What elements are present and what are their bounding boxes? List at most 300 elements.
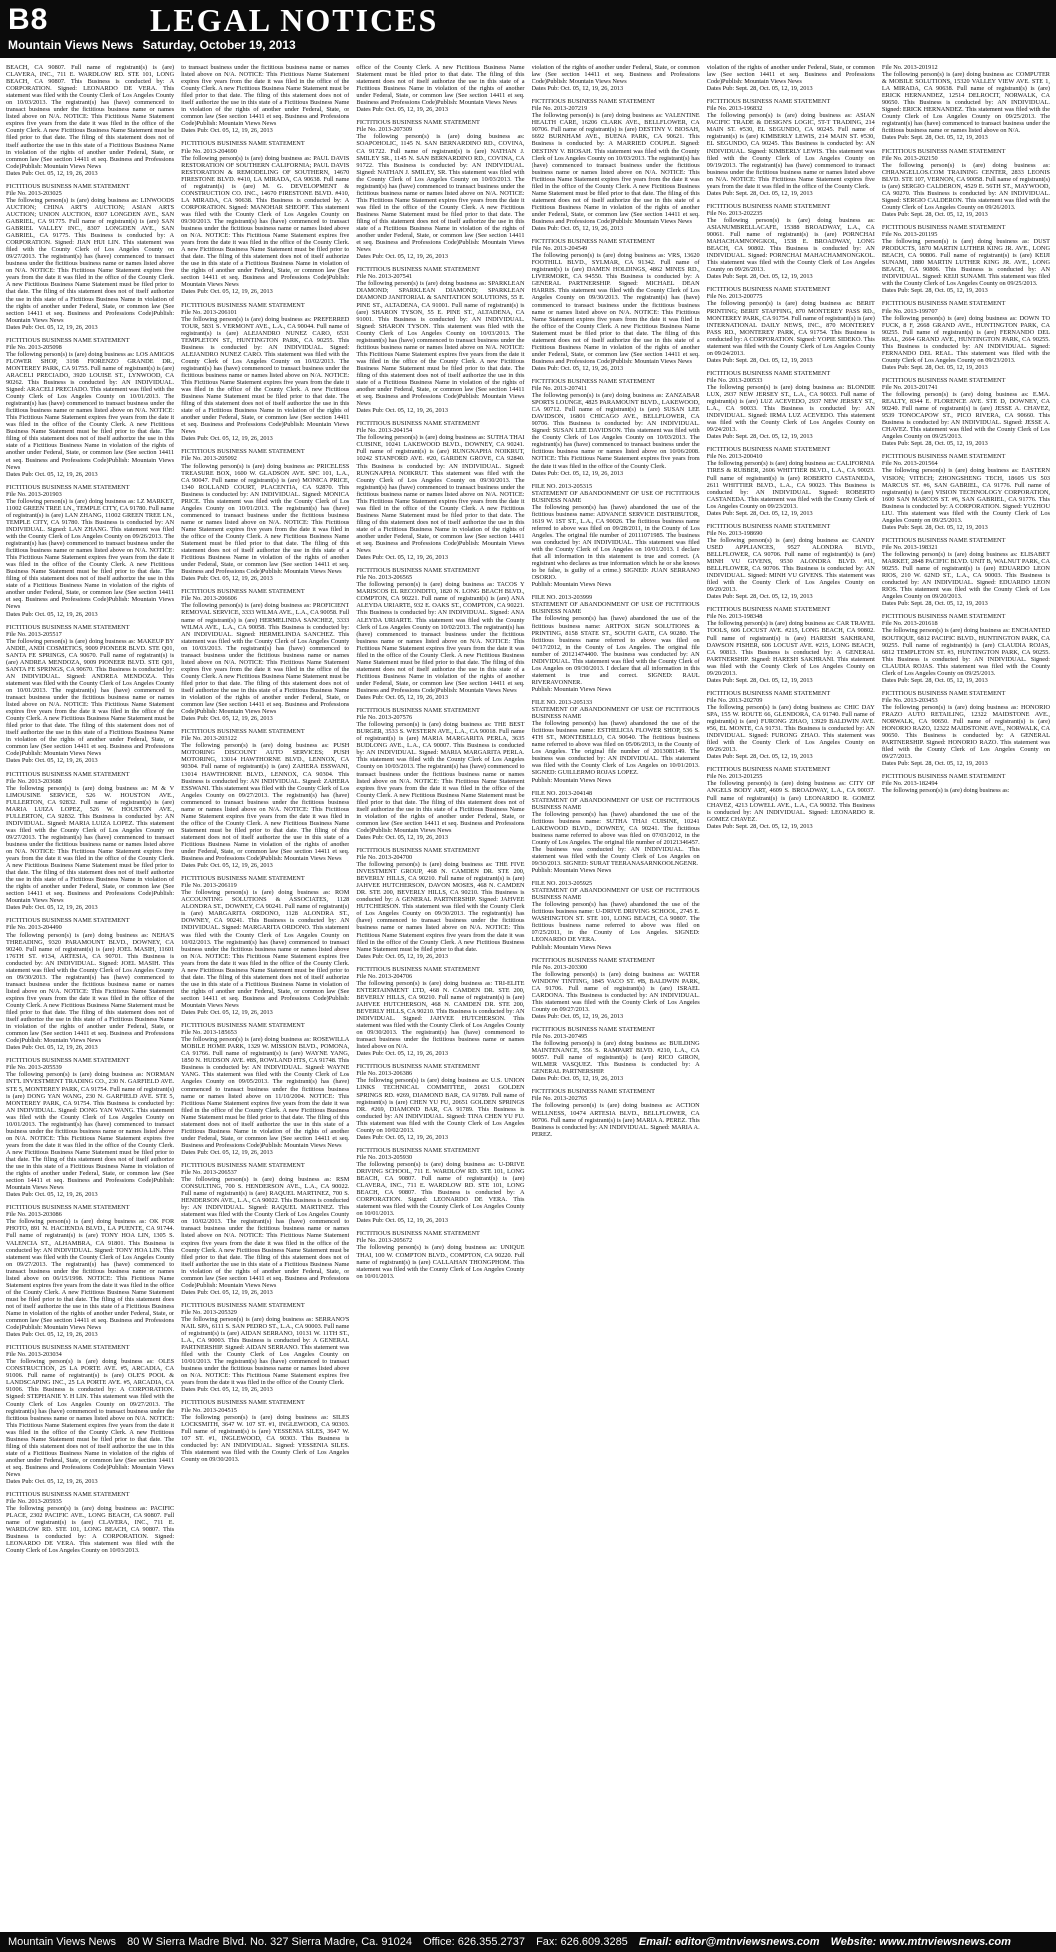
legal-notice (707, 766, 875, 829)
notice-body: The following person(s) has (have) abandoned the use of the fictitious business name: SUTHA THAI CUISINE, 10241 LAKEWOOD BLVD., DOWNEY, CA 90241. The fictitious business name referred to above was filed on 07/03/2012, in the County of Los Angeles. The original file number of 20121346457. The business was conducted by: AN INDIVIDUAL. This statement was filed with the County Clerk of Los Angeles on 09/30/2013. SIGNED: SURAT TEERANASARNKOOLNGENR. (531, 810, 700, 868)
legal-notice (356, 966, 524, 1058)
notice-title: FICTITIOUS BUSINESS NAME STATEMENT (6, 1204, 130, 1212)
legal-notice (181, 140, 349, 295)
notice-title: FICTITIOUS BUSINESS NAME STATEMENT (881, 613, 1006, 621)
notice-file-number: File No. 2013-185653 (181, 1029, 237, 1037)
notice-body: The following person(s) is (are) doing business as: BERIT PRINTING; BERIT STAFFING, 870 MONTEREY PASS RD., MONTEREY PARK, CA 91754. Full name of registrant(s) is (are) INTERNATIONAL DAILY NEWS, INC., 870 MONTEREY PASS RD., MONTEREY PARK, CA 91754. This Business is conducted by: A CORPORATION. Signed: YOPIE SIDEKO. This statement was filed with the County Clerk of Los Angeles County on 09/24/2013. (706, 300, 875, 357)
notice-file-number: File No. 2013-201903 (6, 490, 62, 498)
notice-body: The following person(s) is (are) doing business as: CHIC DAY SPA, 155 W. ROUTE 66, GLENDORA, CA 91740. Full name of registrant(s) is (are) FURONG ZHAO, 13929 BALDWIN AVE. #56, EL MONTE, CA 91731. This Business is conducted by: AN INDIVIDUAL. Signed: FURONG ZHAO. This statement was filed with the County Clerk of Los Angeles County on 09/26/2013. (706, 703, 875, 754)
notice-body: violation of the rights of another under Federal, State, or common law (See section 14411 et seq. Business and Professions Code)Publish: Mountain Views News (531, 64, 700, 86)
notice-file-number: File No. 2013-206537 (181, 1169, 237, 1177)
notice-title: FICTITIOUS BUSINESS NAME STATEMENT (531, 377, 656, 385)
legal-notice (532, 1026, 700, 1082)
notice-file-number: File No. 2013-200410 (706, 453, 763, 461)
notice-file-number: File No. 2013-196832 (706, 105, 763, 113)
notice-title: FICTITIOUS BUSINESS NAME STATEMENT (881, 536, 1006, 544)
legal-notice (356, 847, 524, 960)
issue-date: Saturday, October 19, 2013 (142, 38, 296, 52)
notice-publish-dates: Dates Pub: Oct. 05, 12, 19, 26, 2013 (181, 127, 273, 135)
notice-file-number: File No. 2013-203034 (6, 1351, 62, 1359)
notice-publish-dates: Publish: Mountain Views News (531, 776, 612, 784)
notice-column (181, 64, 349, 1926)
dateline (8, 38, 302, 52)
notice-title: FICTITIOUS BUSINESS NAME STATEMENT (531, 1088, 656, 1096)
notice-body: The following person(s) is (are) doing business as: SPARKLEAN DIAMOND; SPARKLEAN DIAMOND; SPARKLEAN DIAMOND JANITORIAL & SANITATION SOLUTIONS, 55 E. PINE ST., ALTADENA, CA 91001. Full name of registrant(s) is (are) SHARON TYSON, 55 E. PINE ST., ALTADENA, CA 91001. This Business is conducted by: AN INDIVIDUAL. Signed: SHARON TYSON. This statement was filed with the County Clerk of Los Angeles County on 10/03/2013. The registrant(s) has (have) commenced to transact business under the fictitious business name or names listed above on N/A. NOTICE: This Fictitious Name Statement expires five years from the date it was filed in the office of the County Clerk. A new Fictitious Business Name Statement must be filed prior to that date. The filing of this statement does not of itself authorize the use in this state of a Fictitious Business Name in violation of the rights of another under Federal, State, or common law (See section 14411 et seq. Business and Professions Code)Publish: Mountain Views News (356, 280, 525, 408)
legal-notice (707, 64, 875, 92)
legal-notice (707, 286, 875, 364)
notice-file-number: File No. 2013-198321 (881, 543, 938, 551)
notice-body: violation of the rights of another under Federal, State, or common law (See section 14411 et seq. Business and Professions Code)Publish: Mountain Views News (706, 64, 875, 86)
notice-title: FICTITIOUS BUSINESS NAME STATEMENT (356, 420, 480, 428)
notice-body: The following person(s) is (are) doing business as: OK FOR PHOTO, 891 N. HACIENDA BLVD., LA PUENTE, CA 91744. Full name of registrant(s) is (are) TONY HOA LIN, 1305 S. VALENCIA ST., ALHAMBRA, CA 91801. This Business is conducted by: AN INDIVIDUAL. Signed: TONY HOA LIN. This statement was filed with the County Clerk of Los Angeles County on 09/27/2013. The registrant(s) has (have) commenced to transact business under the fictitious business name or names listed above on 06/15/1998. NOTICE: This Fictitious Name Statement expires five years from the date it was filed in the office of the County Clerk. A new Fictitious Business Name Statement must be filed prior to that date. The filing of this statement does not of itself authorize the use in this state of a Fictitious Business Name in violation of the rights of another under Federal, State, or common law (See section 14411 et seq. Business and Professions Code)Publish: Mountain Views News (6, 1218, 175, 1332)
notice-file-number: File No. 2013-205539 (6, 1064, 62, 1072)
paper-name: Mountain Views News (8, 38, 134, 52)
notice-body: The following person(s) is (are) doing business as: U.S. UNION LINKS TECHNICAL COMMITTEE, 20651 GOLDEN SPRINGS RD. #269, DIAMOND BAR, CA 91789. Full name of registrant(s) is (are) CHEN YU FU, 20651 GOLDEN SPRINGS DR. #269, DIAMOND BAR, CA 91789. This Business is conducted by: AN INDIVIDUAL. Signed: TINA CHEN YU FU. This statement was filed with the County Clerk of Los Angeles County on 10/02/2013. (356, 1077, 525, 1134)
legal-notice (532, 483, 700, 589)
notice-title: FICTITIOUS BUSINESS NAME STATEMENT (6, 1057, 130, 1065)
legal-notice (882, 613, 1050, 683)
notice-body: The following person(s) is (are) doing business as: SOAPOHOLIC, 1145 N. SAN BERNARDINO RD., COVINA, CA 91722. Full name of registrant(s) is (are) NATHAN J. SMILEY SR., 1145 N. SAN BERNARDINO RD., COVINA, CA 91722. This Business is conducted by: AN INDIVIDUAL. Signed: NATHAN J. SMILEY, SR. This statement was filed with the County Clerk of Los Angeles County on 10/03/2013. The registrant(s) has (have) commenced to transact business under the fictitious business name or names listed above on N/A. NOTICE: This Fictitious Name Statement expires five years from the date it was filed in the office of the County Clerk. A new Fictitious Business Name Statement must be filed prior to that date. The filing of this statement does not of itself authorize the use in this state of a Fictitious Business Name in violation of the rights of another under Federal, State, or common law (See section 14411 et seq. Business and Professions Code)Publish: Mountain Views News (356, 133, 525, 254)
notice-publish-dates: Dates Pub: Oct. 05, 12, 19, 26, 2013 (356, 694, 448, 702)
notice-publish-dates: Dates Pub: Oct. 05, 12, 19, 26, 2013 (356, 106, 448, 114)
legal-notice (882, 377, 1050, 447)
notice-publish-dates: Dates Pub: Oct. 05, 12, 19, 26, 2013 (6, 1331, 98, 1339)
notice-publish-dates: Dates Pub: Sept. 28, Oct. 05, 12, 19, 2013 (706, 273, 813, 281)
legal-notice (707, 446, 875, 516)
legal-notice (882, 773, 1050, 794)
notice-title: FICTITIOUS BUSINESS NAME STATEMENT (181, 1022, 305, 1030)
notice-file-number: File No. 2013-198348 (706, 613, 763, 621)
notice-publish-dates: Dates Pub: Oct. 05, 12, 19, 26, 2013 (6, 169, 98, 177)
notice-file-number: File No. 2013-201618 (881, 620, 938, 628)
legal-notice (707, 523, 875, 601)
footer-fax: Fax: 626.609.3285 (536, 1936, 628, 1948)
footer-address: 80 W Sierra Madre Blvd. No. 327 Sierra Madre, Ca. 91024 (127, 1936, 412, 1948)
notice-body: The following person(s) is (are) doing business as: PACIFIC PLACE, 2302 PACIFIC AVE., LONG BEACH, CA 90807. Full name of registrant(s) is (are) CLAVERA, INC., 711 E. WARDLOW RD. STE 101, LONG BEACH, CA 90807. This Business is conducted by: A CORPORATION. Signed: LEONARDO DE VERA. This statement was filed with the County Clerk of Los Angeles County on 10/03/2013. (6, 1505, 175, 1555)
notices-columns (6, 64, 1050, 1926)
notice-file-number: File No. 2013-206101 (181, 308, 237, 316)
notice-title: FICTITIOUS BUSINESS NAME STATEMENT (181, 728, 305, 736)
notice-title: FICTITIOUS BUSINESS NAME STATEMENT (531, 956, 656, 964)
notice-file-number: File No. 2013-203453 (881, 696, 938, 704)
notice-body: The following person(s) is (are) doing business as: THE FIVE INVESTMENT GROUP, 468 N. CAMDEN DR. STE 200, BEVERLY HILLS, CA 90210. Full name of registrant(s) is (are) JAHVEE HUTCHERSON, DAVON MOSES, 468 N. CAMDEN DR. STE 200, BEVERLY HILLS, CA 90210. This Business is conducted by: A GENERAL PARTNERSHIP. Signed: JAHVEE HUTCHERSON. This statement was filed with the County Clerk of Los Angeles County on 09/30/2013. The registrant(s) has (have) commenced to transact business under the fictitious business name or names listed above on N/A. NOTICE: This Fictitious Name Statement expires five years from the date it was filed in the office of the County Clerk. A new Fictitious Business Name Statement must be filed prior to that date. (356, 861, 525, 953)
notice-file-number: STATEMENT OF ABANDONMENT OF USE OF FICTITIOUS BUSINESS NAME (531, 489, 700, 504)
notice-file-number: File No. 2013-202709 (706, 696, 763, 704)
legal-notice (882, 300, 1050, 370)
notice-column (532, 64, 700, 1926)
notice-publish-dates: Publish: Mountain Views News (531, 943, 612, 951)
notice-title: FICTITIOUS BUSINESS NAME STATEMENT (706, 766, 831, 774)
footer-website: Website: www.mtnviewsnews.com (830, 1936, 1011, 1948)
notice-title: FICTITIOUS BUSINESS NAME STATEMENT (706, 446, 831, 454)
page-number: B8 (8, 3, 49, 36)
legal-notice (532, 957, 700, 1020)
notice-publish-dates: Dates Pub: Sept. 28, Oct. 05, 12, 19, 2013 (706, 676, 813, 684)
notice-file-number: File No. 2013-201564 (881, 460, 938, 468)
notice-body: The following person(s) is (are) doing business as: COMPUTER & MOBILE SOLUTIONS, 15320 VALLEY VIEW AVE. STE 1, LA MIRADA, CA 90638. Full name of registrant(s) is (are) ERICK HERNANDEZ, 12514 DELROCIT, NORWALK, CA 90650. This Business is conducted by: AN INDIVIDUAL. Signed: ERICK HERNANDEZ. This statement was filed with the County Clerk of Los Angeles County on 09/25/2013. The registrant(s) has (have) commenced to transact business under the fictitious business name or names listed above on N/A. (881, 71, 1050, 135)
notice-body: The following person(s) is (are) doing business as: BUILDING MAINTENANCE, 556 S. RAMPART BLVD. #210, L.A., CA 90057. Full name of registrant(s) is (are) RICO GIRON, WILMER VASQUEZ. This Business is conducted by: A GENERAL PARTNERSHIP. (531, 1040, 700, 1076)
notice-title: FICTITIOUS BUSINESS NAME STATEMENT (356, 1146, 480, 1154)
notice-file-number: File No. 2013-204706 (356, 972, 413, 980)
notice-title: FICTITIOUS BUSINESS NAME STATEMENT (6, 770, 130, 778)
notice-file-number: File No. 2013-206606 (181, 595, 237, 603)
notice-publish-dates: Dates Pub: Sept. 28, Oct. 05, 12, 19, 2013 (706, 593, 813, 601)
notice-publish-dates: Dates Pub: Oct. 05, 12, 19, 26, 2013 (6, 1044, 98, 1052)
page-header-banner (0, 0, 1056, 58)
notice-body: The following person(s) is (are) doing business as: MAKEUP BY ANDIE, ANDI COSMETICS, 9009 PIONEER BLVD. STE Q01, SANTA FE SPRINGS, CA 90670. Full name of registrant(s) is (are) ANDREA MENDOZA, 9009 PIONEER BLVD. STE Q01, SANTA FE SPRINGS, CA 90670. This Business is conducted by: AN INDIVIDUAL. Signed: ANDREA MENDOZA. This statement was filed with the County Clerk of Los Angeles County on 10/01/2013. The registrant(s) has (have) commenced to transact business under the fictitious business name or names listed above on N/A. NOTICE: This Fictitious Name Statement expires five years from the date it was filed in the office of the County Clerk. A new Fictitious Business Name Statement must be filed prior to that date. The filing of this statement does not of itself authorize the use in this state of a Fictitious Business Name in violation of the rights of another under Federal, State, or common law (See section 14411 et seq. Business and Professions Code)Publish: Mountain Views News (6, 637, 175, 758)
notice-body: The following person(s) is (are) doing business as: CHRANGELLOS.COM TRAINING CENTER, 2833 LEONIS BLVD. STE 107, VERNON, CA 90058. Full name of registrant(s) is (are) SERGIO CALDERON, 4529 E. 56TH ST., MAYWOOD, CA 90270. This Business is conducted by: AN INDIVIDUAL. Signed: SERGIO CALDERON. This statement was filed with the County Clerk of Los Angeles County on 09/26/2013. (881, 161, 1050, 211)
notice-file-number: File No. 2013-205672 (356, 1237, 413, 1245)
notice-publish-dates: Dates Pub: Oct. 05, 12, 19, 26, 2013 (6, 323, 98, 331)
notice-body: The following person(s) is (are) doing business as: DOWN TO FUCK, 8 F, 2668 GRAND AVE., HUNTINGTON PARK, CA 90255. Full name of registrant(s) is (are) FERNANDO DEL REAL, 2664 GRAND AVE., HUNTINGTON PARK, CA 90255. This Business is conducted by: AN INDIVIDUAL. Signed: FERNANDO DEL REAL. This statement was filed with the County Clerk of Los Angeles County on 09/23/2013. (881, 314, 1050, 364)
legal-notice (181, 588, 349, 722)
notice-title: FICTITIOUS BUSINESS NAME STATEMENT (181, 875, 305, 883)
notice-publish-dates: Dates Pub: Oct. 05, 12, 19, 26, 2013 (356, 554, 448, 562)
notice-publish-dates: Dates Pub: Oct. 05, 12, 19, 26, 2013 (356, 407, 448, 415)
notice-body: The following person(s) is (are) doing business as: (881, 787, 1010, 795)
notice-title: FILE NO. 2013-205925 (531, 880, 593, 888)
notice-body: The following person(s) is (are) doing business as: NEHA'S THREADING, 9320 PARAMOUNT BLVD., DOWNEY, CA 90240. Full name of registrant(s) is (are) JOEL MASIH, 11601 176TH ST. #134, ARTESIA, CA 90701. This Business is conducted by: AN INDIVIDUAL. Signed: JOEL MASIH. This statement was filed with the County Clerk of Los Angeles County on 09/30/2013. The registrant(s) has (have) commenced to transact business under the fictitious business name or names listed above on N/A. NOTICE: This Fictitious Name Statement expires five years from the date it was filed in the office of the County Clerk. A new Fictitious Business Name Statement must be filed prior to that date. The filing of this statement does not of itself authorize the use in this state of a Fictitious Business Name in violation of the rights of another under Federal, State, or common law (See section 14411 et seq. Business and Professions Code)Publish: Mountain Views News (6, 931, 175, 1045)
notice-file-number: STATEMENT OF ABANDONMENT OF USE OF FICTITIOUS BUSINESS NAME (531, 887, 700, 902)
notice-file-number: File No. 2013-205092 (181, 455, 237, 463)
notice-publish-dates: Publish: Mountain Views News (531, 581, 612, 589)
notice-body: BEACH, CA 90807. Full name of registrant(s) is (are) CLAVERA, INC., 711 E. WARDLOW RD. STE 101, LONG BEACH, CA 90807. This Business is conducted by: A CORPORATION. Signed: LEONARDO DE VERA. This statement was filed with the County Clerk of Los Angeles County on 10/03/2013. The registrant(s) has (have) commenced to transact business under the fictitious business name or names listed above on N/A. NOTICE: This Fictitious Name Statement expires five years from the date it was filed in the office of the County Clerk. A new Fictitious Business Name Statement must be filed prior to that date. The filing of this statement does not of itself authorize the use in this state of a Fictitious Business Name in violation of the rights of another under Federal, State, or common law (See section 14411 et seq. Business and Professions Code)Publish: Mountain Views News (6, 64, 175, 170)
notice-title: FICTITIOUS BUSINESS NAME STATEMENT (6, 1344, 130, 1352)
notice-body: The following person(s) has (have) abandoned the use of the fictitious business name: ARTFOX SIGN SOLUTIONS & PRINTING, 8158 STATE ST., SOUTH GATE, CA 90280. The fictitious business name referred to above was filed on 04/17/2012, in the County of Los Angeles. The original file number of 20121474400. The business was conducted by: AN INDIVIDUAL. This statement was filed with the County Clerk of Los Angeles on 09/30/2013. I declare that all information in this statement is true and correct. SIGNED: RAUL RIVERAVONNER. (531, 615, 700, 686)
notice-title: FICTITIOUS BUSINESS NAME STATEMENT (6, 917, 130, 925)
legal-notice (532, 1088, 700, 1137)
notice-file-number: File No. 2013-198690 (706, 529, 763, 537)
notice-body: The following person(s) is (are) doing business as: UNIQUE THAI, 100 W. COMPTON BLVD., COMPTON, CA 90220. Full name of registrant(s) is (are) CALLAHAN THONGPHOM. This statement was filed with the County Clerk of Los Angeles County on 10/01/2013. (356, 1244, 525, 1280)
notice-body: The following person(s) is (are) doing business as: ASIANUMBRELLACAFE, 15388 BROADWAY, L.A., CA 90061. Full name of registrant(s) is (are) PORNCHAI MAHACHAMNONGKOL, 1538 E. BROADWAY, LONG BEACH, CA 90802. This Business is conducted by: AN INDIVIDUAL. Signed: PORNCHAI MAHACHAMNONGKOL. This statement was filed with the County Clerk of Los Angeles County on 09/26/2013. (706, 216, 875, 274)
notice-body: The following person(s) is (are) doing business as: OLES CONSTRUCTION, 25 LA PORTE AVE. #5, ARCADIA, CA 91006. Full name of registrant(s) is (are) OLE'S POOL & LANDSCAPING INC., 25 LA PORTE AVE. #5, ARCADIA, CA 91006. This Business is conducted by: A CORPORATION. Signed: STEPHANIE Y. H LIN. This statement was filed with the County Clerk of Los Angeles County on 09/27/2013. The registrant(s) has (have) commenced to transact business under the fictitious business name or names listed above on N/A. NOTICE: This Fictitious Name Statement expires five years from the date it was filed in the office of the County Clerk. A new Fictitious Business Name Statement must be filed prior to that date. The filing of this statement does not of itself authorize the use in this state of a Fictitious Business Name in violation of the rights of another under Federal, State, or common law (See section 14411 et seq. Business and Professions Code)Publish: Mountain Views News (6, 1358, 175, 1478)
notice-publish-dates: Dates Pub: Sept. 28, Oct. 05, 12, 19, 2013 (881, 676, 988, 684)
notice-title: FICTITIOUS BUSINESS NAME STATEMENT (181, 1399, 305, 1407)
footer-paper-name: Mountain Views News (8, 1936, 117, 1948)
notice-title: FICTITIOUS BUSINESS NAME STATEMENT (6, 182, 130, 190)
notice-file-number: File No. 2013-207219 (531, 105, 588, 113)
notice-file-number: File No. 2013-202150 (881, 154, 938, 162)
legal-notice (6, 183, 174, 331)
legal-notice (356, 1063, 524, 1141)
notice-title: FICTITIOUS BUSINESS NAME STATEMENT (881, 773, 1006, 781)
notice-body: The following person(s) is (are) doing business as: LINWOODS AUCTION; CHINA ART'S AUCTION; ASIAN ARTS AUCTION; UNION AUCTION, 8307 LONGDEN AVE., SAN GABRIEL, CA 91775. Full name of registrant(s) is (are) SAN GABRIEL VALLEY INC., 8307 LONGDEN AVE., SAN GABRIEL, CA 91775. This Business is conducted by: A CORPORATION. Signed: JIAN HUI LIN. This statement was filed with the County Clerk of Los Angeles County on 09/27/2013. The registrant(s) has (have) commenced to transact business under the fictitious business name or names listed above on N/A. NOTICE: This Fictitious Name Statement expires five years from the date it was filed in the office of the County Clerk. A new Fictitious Business Name Statement must be filed prior to that date. The filing of this statement does not of itself authorize the use in this state of a Fictitious Business Name in violation of the rights of another under Federal, State, or common law (See section 14411 et seq. Business and Professions Code)Publish: Mountain Views News (6, 196, 175, 324)
notice-body: The following person(s) is (are) doing business as: BLONDIE LUX, 2937 NEW JERSEY ST., L.A., CA 90033. Full name of registrant(s) is (are) LUZ ACEVEDO, 2937 NEW JERSEY ST., L.A., CA 90033. This Business is conducted by: AN INDIVIDUAL. Signed: IRMA LUZ ACEVEDO. This statement was filed with the County Clerk of Los Angeles County on 09/24/2013. (706, 383, 875, 434)
legal-notice (882, 148, 1050, 218)
legal-notice (882, 64, 1050, 142)
notice-publish-dates: Dates Pub: Sept. 28, Oct. 05, 12, 19, 2013 (706, 85, 813, 93)
notice-title: FICTITIOUS BUSINESS NAME STATEMENT (356, 846, 480, 854)
notice-body: The following person(s) is (are) doing business as: WATER WINDOW TINTING, 1845 VACO ST. #B, BALDWIN PARK, CA 91706. Full name of registrant(s) is (are) ISRAEL CARDONA. This Business is conducted by: AN INDIVIDUAL. This statement was filed with the County Clerk of Los Angeles County on 09/27/2013. (531, 970, 700, 1013)
notice-title: FICTITIOUS BUSINESS NAME STATEMENT (181, 1161, 305, 1169)
notice-body: The following person(s) is (are) doing business as: U-DRIVE DRIVING SCHOOL, 711 E. WARDLOW RD. STE 101, LONG BEACH, CA 90807. Full name of registrant(s) is (are) CLAVERA, INC., 711 E. WARDLOW RD. STE 101, LONG BEACH, CA 90807. This Business is conducted by: A CORPORATION. Signed: LEONARDO DE VERA. This statement was filed with the County Clerk of Los Angeles County on 10/01/2013. (356, 1160, 525, 1218)
legal-notice (532, 64, 700, 92)
notice-publish-dates: Dates Pub: Oct. 05, 12, 19, 26, 2013 (531, 469, 624, 477)
notice-title: FICTITIOUS BUSINESS NAME STATEMENT (706, 606, 831, 614)
notice-title: FILE NO. 2013-205133 (531, 698, 593, 706)
legal-notice (356, 567, 524, 701)
legal-notice (6, 484, 174, 618)
notice-publish-dates: Dates Pub: Sept. 28, Oct. 05, 12, 19, 2013 (881, 210, 988, 218)
notice-body: The following person(s) is (are) doing business as: CANDY USED APPLIANCES, 9527 ALONDRA BLVD., BELLFLOWER, CA 90706. Full name of registrant(s) is (are) MINH VU GIVENS, 9530 ALONDRA BLVD. #11, BELLFLOWER, CA 90706. This Business is conducted by: AN INDIVIDUAL. Signed: MINH VU GIVENS. This statement was filed with the County Clerk of Los Angeles County on 09/20/2013. (706, 536, 875, 594)
notice-publish-dates: Dates Pub: Oct. 05, 12, 19, 26, 2013 (356, 952, 448, 960)
notice-publish-dates: Dates Pub: Oct. 05, 12, 19, 26, 2013 (181, 288, 273, 296)
notice-publish-dates: Dates Pub: Oct. 05, 12, 19, 26, 2013 (181, 575, 273, 583)
legal-notice (6, 1204, 174, 1338)
notice-publish-dates: Dates Pub: Sept. 28, Oct. 05, 12, 19, 2013 (706, 356, 813, 364)
legal-notice (532, 880, 700, 950)
notice-title: FICTITIOUS BUSINESS NAME STATEMENT (531, 1026, 656, 1033)
notice-file-number: File No. 2013-205930 (356, 1153, 413, 1161)
notice-file-number: STATEMENT OF ABANDONMENT OF USE OF FICTITIOUS BUSINESS NAME (531, 601, 700, 616)
notice-body: The following person(s) is (are) doing business as: CAR TRAVEL TOOLS, 606 LOCUST AVE. #215, LONG BEACH, CA 90802. Full name of registrant(s) is (are) HARESH SAKHRANI, DAWSON FISHER, 606 LOCUST AVE. #215, LONG BEACH, CA 90813. This Business is conducted by: A GENERAL PARTNERSHIP. Signed: HARESH SAKHRANI. This statement was filed with the County Clerk of Los Angeles County on 09/20/2013. (706, 620, 875, 677)
notice-publish-dates: Dates Pub: Oct. 05, 12, 19, 26, 2013 (356, 1217, 448, 1225)
notice-body: The following person(s) is (are) doing business as: SILES LOCKSMITH, 3647 W. 107 ST. #1, INGLEWOOD, CA 90303. Full name of registrant(s) is (are) YESSENIA SILES, 3647 W. 107 ST. #1, INGLEWOOD, CA 90303. This Business is conducted by: AN INDIVIDUAL. Signed: YESSENIA SILES. This statement was filed with the County Clerk of Los Angeles County on 09/30/2013. (181, 1413, 350, 1463)
notice-file-number: File No. 2013-204700 (356, 854, 413, 862)
notice-title: FICTITIOUS BUSINESS NAME STATEMENT (6, 1491, 130, 1499)
notice-file-number: File No. 2013-206565 (356, 574, 413, 582)
legal-notice (6, 917, 174, 1051)
legal-notice (356, 1147, 524, 1225)
notice-title: FICTITIOUS BUSINESS NAME STATEMENT (706, 286, 831, 294)
notice-publish-dates: Dates Pub: Sept. 28, Oct. 05, 12, 19, 2013 (706, 822, 813, 830)
notice-column (707, 64, 875, 1926)
notice-body: office of the County Clerk. A new Fictitious Business Name Statement must be filed prior to that date. The filing of this statement does not of itself authorize the use in this state of a Fictitious Business Name in violation of the rights of another under Federal, State, or common law (See section 14411 et seq. Business and Professions Code)Publish: Mountain Views News (356, 64, 525, 107)
legal-notice (356, 420, 524, 561)
legal-notice (882, 453, 1050, 531)
notice-publish-dates: Dates Pub: Oct. 05, 12, 19, 26, 2013 (356, 253, 448, 261)
legal-notice (707, 98, 875, 197)
legal-notice (532, 594, 700, 693)
notice-file-number: File No. 2013-201255 (706, 773, 763, 781)
notice-publish-dates: Dates Pub: Sept. 28, Oct. 05, 12, 19, 2013 (706, 509, 813, 517)
legal-notice (532, 790, 700, 875)
legal-notice (532, 98, 700, 232)
notice-title: FICTITIOUS BUSINESS NAME STATEMENT (531, 238, 656, 246)
notice-publish-dates: Dates Pub: Oct. 05, 12, 19, 26, 2013 (531, 85, 624, 93)
notice-file-number: File No. 2013-204549 (531, 245, 588, 253)
notice-file-number: File No. 2013-203025 (6, 189, 62, 197)
notice-body: The following person(s) is (are) doing business as: ENCHANTED BOUTIQUE, 6812 PACIFIC BLVD., HUNTINGTON PARK, CA 90255. Full name of registrant(s) is (are) CLAUDIA ROJAS, 6812 TEMPLETON ST. #3, HUNTINGTON PARK, CA 90255. This Business is conducted by: AN INDIVIDUAL. Signed: CLAUDIA ROJAS. This statement was filed with the County Clerk of Los Angeles County on 09/25/2013. (881, 627, 1050, 677)
notice-body: The following person(s) is (are) doing business as: CITY OF ANGELS BODY ART, 4609 S. BROADWAY, L.A., CA 90037. Full name of registrant(s) is (are) LEONARDO R. GOMEZ CHAVEZ, 4213 LOWELL AVE., L.A., CA 90032. This Business is conducted by: AN INDIVIDUAL. Signed: LEONARDO R. GOMEZ CHAVEZ. (706, 780, 875, 823)
notice-publish-dates: Dates Pub: Oct. 05, 12, 19, 26, 2013 (181, 862, 273, 870)
notice-publish-dates: Dates Pub: Oct. 05, 12, 19, 26, 2013 (6, 1478, 98, 1486)
notice-publish-dates: Dates Pub: Sept. 28, Oct. 05, 12, 19, 2013 (881, 440, 988, 448)
legal-notice (6, 1344, 174, 1485)
notice-title: FICTITIOUS BUSINESS NAME STATEMENT (881, 376, 1006, 384)
notice-title: FICTITIOUS BUSINESS NAME STATEMENT (706, 202, 831, 210)
notice-title: FICTITIOUS BUSINESS NAME STATEMENT (881, 300, 1006, 308)
legal-notice (181, 302, 349, 443)
notice-file-number: File No. 2013-201195 (881, 231, 938, 239)
page-footer (0, 1932, 1056, 1952)
notice-body: The following person(s) is (are) doing business as: TACOS Y MARISCOS EL RECONDITO, 1820 N. LONG BEACH BLVD., COMPTON, CA 90221. Full name of registrant(s) is (are) ANA ALEYDA URIARTE, 932 E. OAKS ST., COMPTON, CA 90221. This Business is conducted by: AN INDIVIDUAL. Signed: ANA ALEYDA URIARTE. This statement was filed with the County Clerk of Los Angeles County on 10/02/2013. The registrant(s) has (have) commenced to transact business under the fictitious business name or names listed above on N/A. NOTICE: This Fictitious Name Statement expires five years from the date it was filed in the office of the County Clerk. A new Fictitious Business Name Statement must be filed prior to that date. The filing of this statement does not of itself authorize the use in this state of a Fictitious Business Name in violation of the rights of another under Federal, State, or common law (See section 14411 et seq. Business and Professions Code)Publish: Mountain Views News (356, 581, 525, 694)
notice-title: FICTITIOUS BUSINESS NAME STATEMENT (881, 689, 1006, 697)
notice-publish-dates: Dates Pub: Oct. 05, 12, 19, 26, 2013 (181, 1288, 273, 1296)
legal-notice (356, 119, 524, 260)
notice-file-number: File No. 2013-204154 (356, 427, 413, 435)
legal-notice (181, 1162, 349, 1296)
notice-title: FICTITIOUS BUSINESS NAME STATEMENT (531, 98, 656, 106)
legal-notice (707, 370, 875, 440)
notice-title: FICTITIOUS BUSINESS NAME STATEMENT (706, 369, 831, 377)
notice-body: The following person(s) is (are) doing business as: PAUL DAVIS RESTORATION OF SOUTHERN CALIFORNIA; PAUL DAVIS RESTORATION & REMODELING OF SOUTHERN, 14670 FIRESTONE BLVD. #410, LA MIRADA, CA 90638. Full name of registrant(s) is (are) M. G. DEVELOPMENT & CONSTRUCTION CO. INC., 14670 FIRESTONE BLVD. #410, LA MIRADA, CA 90638. This Business is conducted by: A CORPORATION. Signed: MANOHAR SHEOFF. This statement was filed with the County Clerk of Los Angeles County on 09/30/2013. The registrant(s) has (have) commenced to transact business under the fictitious business name or names listed above on N/A. NOTICE: This Fictitious Name Statement expires five years from the date it was filed in the office of the County Clerk. A new Fictitious Business Name Statement must be filed prior to that date. The filing of this statement does not of itself authorize the use in this state of a Fictitious Business Name in violation of the rights of another under Federal, State, or common law (See section 14411 et seq. Business and Professions Code)Publish: Mountain Views News (181, 154, 350, 289)
notice-title: FILE NO. 2013-203999 (531, 594, 593, 602)
legal-notice (356, 64, 524, 113)
notice-file-number: File No. 2013-203688 (6, 777, 62, 785)
legal-notice (882, 224, 1050, 294)
notice-file-number: File No. 2013-204490 (6, 924, 62, 932)
notice-file-number: File No. 2013-206119 (181, 882, 237, 890)
notice-body: The following person(s) is (are) doing business as: PREFERRED TOUR, 5831 S. VERMONT AVE., L.A., CA 90044. Full name of registrant(s) is (are) ALEJANDRO NUNEZ CARO, 6531 TEMPLETON ST., HUNTINGTON PARK, CA 90255. This Business is conducted by: AN INDIVIDUAL. Signed: ALEJANDRO NUNEZ CARO. This statement was filed with the County Clerk of Los Angeles County on 10/02/2013. The registrant(s) has (have) commenced to transact business under the fictitious business name or names listed above on N/A. NOTICE: This Fictitious Name Statement expires five years from the date it was filed in the office of the County Clerk. A new Fictitious Business Name Statement must be filed prior to that date. The filing of this statement does not of itself authorize the use in this state of a Fictitious Business Name in violation of the rights of another under Federal, State, or common law (See section 14411 et seq. Business and Professions Code)Publish: Mountain Views News (181, 315, 350, 436)
notice-file-number: File No. 2013-204690 (181, 147, 237, 155)
notice-publish-dates: Dates Pub: Oct. 05, 12, 19, 26, 2013 (6, 904, 98, 912)
footer-office: Office: 626.355.2737 (423, 1936, 525, 1948)
notice-title: FILE NO. 2013-204148 (531, 789, 593, 797)
notice-column (356, 64, 524, 1926)
legal-notice (6, 624, 174, 765)
notice-publish-dates: Dates Pub: Oct. 05, 12, 19, 26, 2013 (356, 833, 448, 841)
section-title: LEGAL NOTICES (150, 2, 439, 38)
notice-body: The following person(s) is (are) doing business as: HONORIO FRAZO AUTO RETAILING, 12322 MAIDSTONE AVE., NORWALK, CA 90650. Full name of registrant(s) is (are) HONORIO RAZO, 12322 MAIDSTONE AVE., NORWALK, CA 90650. This Business is conducted by: A GENERAL PARTNERSHIP. Signed: HONORIO RAZO. This statement was filed with the County Clerk of Los Angeles County on 09/27/2013. (881, 703, 1050, 761)
notice-body: The following person(s) has (have) abandoned the use of the fictitious business name: ADVANCE SERVICE DISTRIBUTOR, 1619 W. 1ST ST., L.A., CA 90026. The fictitious business name referred to above was filed on 09/28/2011, in the County of Los Angeles. The original file number of 20111071985. The business was conducted by: AN INDIVIDUAL. This statement was filed with the County Clerk of Los Angeles on 10/01/2013. I declare that all information in this statement is true and correct. (A registrant who declares as true information which he or she knows to be false, is guilty of a crime.) SIGNED: JUAN SERRANO OSORIO. (531, 503, 700, 582)
notice-publish-dates: Publish: Mountain Views News (531, 867, 612, 875)
notice-title: FICTITIOUS BUSINESS NAME STATEMENT (706, 98, 831, 106)
notice-body: The following person(s) is (are) doing business as: PRICELESS TREASURE BOX, 1600 W. GLADSON AVE. SPC 101, L.A., CA 90047. Full name of registrant(s) is (are) MONICA PRICE, 1340 ROLLAND COURT, PLACENTIA, CA 92870. This Business is conducted by: AN INDIVIDUAL. Signed: MONICA PRICE. This statement was filed with the County Clerk of Los Angeles County on 10/01/2013. The registrant(s) has (have) commenced to transact business under the fictitious business name or names listed above on N/A. NOTICE: This Fictitious Name Statement expires five years from the date it was filed in the office of the County Clerk. A new Fictitious Business Name Statement must be filed prior to that date. The filing of this statement does not of itself authorize the use in this state of a Fictitious Business Name in violation of the rights of another under Federal, State, or common law (See section 14411 et seq. Business and Professions Code)Publish: Mountain Views News (181, 462, 350, 576)
notice-body: The following person(s) is (are) doing business as: NORMAN INT'L INVESTMENT TRADING CO., 230 N. GARFIELD AVE. STE 5, MONTEREY PARK, CA 91754. Full name of registrant(s) is (are) DONG YAN WANG, 230 N. GARFIELD AVE. STE 5, MONTEREY PARK, CA 91754. This Business is conducted by: AN INDIVIDUAL. Signed: DONG YAN WANG. This statement was filed with the County Clerk of Los Angeles County on 10/01/2013. The registrant(s) has (have) commenced to transact business under the fictitious business name or names listed above on N/A. NOTICE: This Fictitious Name Statement expires five years from the date it was filed in the office of the County Clerk. A new Fictitious Business Name Statement must be filed prior to that date. The filing of this statement does not of itself authorize the use in this state of a Fictitious Business Name in violation of the rights of another under Federal, State, or common law (See section 14411 et seq. Business and Professions Code)Publish: Mountain Views News (6, 1071, 175, 1192)
legal-notice (356, 707, 524, 841)
legal-notice (181, 1302, 349, 1394)
notice-file-number: File No. 2013-200775 (706, 293, 763, 301)
notice-body: The following person(s) is (are) doing business as: ASIAN PACIFIC TRADE & DESIGN'S LOGIC, 5T-T TRADING, 214 MAIN ST. #530, EL SEGUNDO, CA 90245. Full name of registrant(s) is (are) KIMBERLY LEWIS, 214 MAIN ST. #530, EL SEGUNDO, CA 90245. This Business is conducted by: AN INDIVIDUAL. Signed: KIMBERLY LEWIS. This statement was filed with the County Clerk of Los Angeles County on 09/19/2013. The registrant(s) has (have) commenced to transact business under the fictitious business name or names listed above on N/A. NOTICE: This Fictitious Name Statement expires five years from the date it was filed in the office of the County Clerk. (706, 112, 875, 190)
notice-title: FICTITIOUS BUSINESS NAME STATEMENT (706, 689, 831, 697)
notice-body: The following person(s) is (are) doing business as: CALIFORNIA TIRES & RUBBER, 2606 WHITTIER BLVD., L.A., CA 90023. Full name of registrant(s) is (are) ROBERTO CASTANEDA, 2611 WHITTIER BLVD., L.A., CA 90023. This Business is conducted by: AN INDIVIDUAL. Signed: ROBERTO CASTANEDA. This statement was filed with the County Clerk of Los Angeles County on 09/23/2013. (706, 460, 875, 510)
notice-body: The following person(s) has (have) abandoned the use of the fictitious business name: U-DRIVE DRIVING SCHOOL, 2745 E. WASHINGTON ST. STE 101, LONG BEACH, CA 90807. The fictitious business name referred to above was filed on 07/25/2011, in the County of Los Angeles. SIGNED: LEONARDO DE VERA. (531, 901, 700, 944)
notice-body: The following person(s) is (are) doing business as: TRI-ELITE ENTERTAINMENT LTD, 468 N. CAMDEN DR. STE 200, BEVERLY HILLS, CA 90210. Full name of registrant(s) is (are) JAHVEE HUTCHERSON, 468 N. CAMDEN DR. STE 200, BEVERLY HILLS, CA 90210. This Business is conducted by: AN INDIVIDUAL. Signed: JAHVEE HUTCHERSON. This statement was filed with the County Clerk of Los Angeles County on 09/30/2013. The registrant(s) has (have) commenced to transact business under the fictitious business name or names listed above on N/A. (356, 979, 525, 1051)
notice-title: FICTITIOUS BUSINESS NAME STATEMENT (6, 623, 130, 631)
notice-publish-dates: Dates Pub: Oct. 05, 12, 19, 26, 2013 (356, 1133, 448, 1141)
legal-notice (181, 448, 349, 582)
notice-publish-dates: Dates Pub: Oct. 05, 12, 19, 26, 2013 (6, 1191, 98, 1199)
notice-file-number: File No. 2013-201741 (881, 383, 938, 391)
notice-publish-dates: Dates Pub: Sept. 28, Oct. 05, 12, 19, 2013 (881, 287, 988, 295)
notice-column (6, 64, 174, 1926)
notice-title: FICTITIOUS BUSINESS NAME STATEMENT (6, 483, 130, 491)
notice-body: The following person(s) is (are) doing business as: THE BEST BURGER, 3533 S. WESTERN AVE., L.A., CA 90018. Full name of registrant(s) is (are) MARIA MARGARITA PERLA, 3635 BUDLONG AVE., L.A., CA 90007. This Business is conducted by: AN INDIVIDUAL. Signed: MARIA MARGARITA PERLA. This statement was filed with the County Clerk of Los Angeles County on 10/03/2013. The registrant(s) has (have) commenced to transact business under the fictitious business name or names listed above on N/A. NOTICE: This Fictitious Name Statement expires five years from the date it was filed in the office of the County Clerk. A new Fictitious Business Name Statement must be filed prior to that date. The filing of this statement does not of itself authorize the use in this state of a Fictitious Business Name in violation of the rights of another under Federal, State, or common law (See section 14411 et seq. Business and Professions Code)Publish: Mountain Views News (356, 721, 525, 834)
legal-notice (181, 728, 349, 869)
notice-body: to transact business under the fictitious business name or names listed above on N/A. NOTICE: This Fictitious Name Statement expires five years from the date it was filed in the office of the County Clerk. A new Fictitious Business Name Statement must be filed prior to that date. The filing of this statement does not of itself authorize the use in this state of a Fictitious Business Name in violation of the rights of another under Federal, State, or common law (See section 14411 et seq. Business and Professions Code)Publish: Mountain Views News (181, 64, 350, 128)
notice-publish-dates: Dates Pub: Sept. 28, Oct. 05, 12, 19, 2013 (881, 600, 988, 608)
legal-notice (181, 64, 349, 134)
notice-file-number: File No. 2013-203122 (181, 735, 237, 743)
legal-notice (181, 875, 349, 1016)
notice-file-number: File No. 2013-207411 (531, 385, 588, 393)
notice-file-number: File No. 2013-207309 (356, 126, 413, 134)
legal-notice (6, 64, 174, 177)
notice-publish-dates: Dates Pub: Sept. 28, Oct. 05, 12, 19, 2013 (881, 760, 988, 768)
footer-email: Email: editor@mtnviewsnews.com (638, 1936, 820, 1948)
legal-notice (6, 337, 174, 478)
legal-notice (356, 1230, 524, 1279)
notice-publish-dates: Dates Pub: Oct. 05, 12, 19, 26, 2013 (531, 364, 624, 372)
notice-title: FICTITIOUS BUSINESS NAME STATEMENT (356, 567, 480, 575)
notice-publish-dates: Dates Pub: Sept. 28, Oct. 05, 12, 19, 2013 (706, 433, 813, 441)
notice-title: FICTITIOUS BUSINESS NAME STATEMENT (881, 147, 1006, 155)
notice-title: FICTITIOUS BUSINESS NAME STATEMENT (356, 266, 480, 274)
notice-body: The following person(s) is (are) doing business as: E.MA. REALTY, 8344 E. FLORENCE AVE. STE D, DOWNEY, CA 90240. Full name of registrant(s) is (are) JESSE A. CHAVEZ, 9539 TONOCAPOW ST., PICO RIVERA, CA 90660. This Business is conducted by: AN INDIVIDUAL. Signed: JESSE A. CHAVEZ. This statement was filed with the County Clerk of Los Angeles County on 09/25/2013. (881, 391, 1050, 441)
legal-notice (707, 606, 875, 684)
notice-publish-dates: Publish: Mountain Views News (531, 685, 612, 693)
notice-title: FICTITIOUS BUSINESS NAME STATEMENT (706, 522, 831, 530)
notice-publish-dates: Dates Pub: Sept. 28, Oct. 05, 12, 19, 2013 (881, 363, 988, 371)
notice-publish-dates: Dates Pub: Oct. 05, 12, 19, 26, 2013 (531, 1012, 624, 1020)
notice-file-number: File No. 2013-203300 (531, 963, 588, 971)
notice-publish-dates: Dates Pub: Sept. 28, Oct. 05, 12, 19, 2013 (706, 189, 813, 197)
notice-body: The following person(s) is (are) doing business as: LZ MARKET, 11002 GREEN TREE LN., TEMPLE CITY, CA 91780. Full name of registrant(s) is (are) LAN ZHANG, 11002 GREEN TREE LN., TEMPLE CITY, CA 91780. This Business is conducted by: AN INDIVIDUAL. Signed: LAN ZHANG. This statement was filed with the County Clerk of Los Angeles County on 09/26/2013. The registrant(s) has (have) commenced to transact business under the fictitious business name or names listed above on N/A. NOTICE: This Fictitious Name Statement expires five years from the date it was filed in the office of the County Clerk. A new Fictitious Business Name Statement must be filed prior to that date. The filing of this statement does not of itself authorize the use in this state of a Fictitious Business Name in violation of the rights of another under Federal, State, or common law (See section 14411 et seq. Business and Professions Code)Publish: Mountain Views News (6, 497, 175, 611)
legal-notice (532, 238, 700, 372)
notice-body: The following person(s) is (are) doing business as: ROSEWILLA MOBILE HOME PARK, 1329 W. MISSION BLVD., POMONA, CA 91766. Full name of registrant(s) is (are) WAYNE YANG, 1850 N. HUDSON AVE. #8S, ROWLAND HTS, CA 91748. This Business is conducted by: AN INDIVIDUAL. Signed: WAYNE YANG. This statement was filed with the County Clerk of Los Angeles County on 09/05/2013. The registrant(s) has (have) commenced to transact business under the fictitious business name or names listed above on 11/10/2004. NOTICE: This Fictitious Name Statement expires five years from the date it was filed in the office of the County Clerk. A new Fictitious Business Name Statement must be filed prior to that date. The filing of this statement does not of itself authorize the use in this state of a Fictitious Business Name in violation of the rights of another under Federal, State, or common law (See section 14411 et seq. Business and Professions Code)Publish: Mountain Views News (181, 1036, 350, 1149)
notice-publish-dates: Dates Pub: Oct. 05, 12, 19, 26, 2013 (181, 1386, 273, 1394)
notice-publish-dates: Dates Pub: Oct. 05, 12, 19, 26, 2013 (181, 1148, 273, 1156)
notice-body: The following person(s) is (are) doing business as: LOS AMIGOS FLOWER SHOP, 3198 FIORENZO GRANDE DR., MONTEREY PARK, CA 91755. Full name of registrant(s) is (are) ARACELI PRECIADO, 3920 LOUISE ST., LYNWOOD, CA 90262. This Business is conducted by: AN INDIVIDUAL. Signed: ARACELI PRECIADO. This statement was filed with the County Clerk of Los Angeles County on 10/01/2013. The registrant(s) has (have) commenced to transact business under the fictitious business name or names listed above on N/A. NOTICE: This Fictitious Name Statement expires five years from the date it was filed in the office of the County Clerk. A new Fictitious Business Name Statement must be filed prior to that date. The filing of this statement does not of itself authorize the use in this state of a Fictitious Business Name in violation of the rights of another under Federal, State, or common law (See section 14411 et seq. Business and Professions Code)Publish: Mountain Views News (6, 350, 175, 471)
notice-file-number: File No. 2013-205329 (181, 1308, 237, 1316)
notice-body: The following person(s) is (are) doing business as: PROFICIENT REMOVAL SERVICE, 3333 WILMA AVE., L.A., CA 90058. Full name of registrant(s) is (are) HERMELINDA SANCHEZ, 3333 WILMA AVE., L.A., CA 90058. This Business is conducted by: AN INDIVIDUAL. Signed: HERMELINDA SANCHEZ. This statement was filed with the County Clerk of Los Angeles County on 10/03/2013. The registrant(s) has (have) commenced to transact business under the fictitious business name or names listed above on N/A. NOTICE: This Fictitious Name Statement expires five years from the date it was filed in the office of the County Clerk. A new Fictitious Business Name Statement must be filed prior to that date. The filing of this statement does not of itself authorize the use in this state of a Fictitious Business Name in violation of the rights of another under Federal, State, or common law (See section 14411 et seq. Business and Professions Code)Publish: Mountain Views News (181, 602, 350, 716)
notice-file-number: File No. 2013-207541 (356, 273, 413, 281)
notice-file-number: File No. 2013-199707 (881, 307, 938, 315)
notice-title: FICTITIOUS BUSINESS NAME STATEMENT (181, 588, 305, 596)
notice-file-number: File No. 2013-205098 (6, 343, 62, 351)
notice-file-number: File No. 2013-202765 (531, 1095, 588, 1103)
notice-file-number: File No. 2013-207576 (356, 714, 413, 722)
notice-publish-dates: Dates Pub: Oct. 05, 12, 19, 26, 2013 (6, 470, 98, 478)
notice-title: FICTITIOUS BUSINESS NAME STATEMENT (181, 448, 305, 456)
notice-publish-dates: Dates Pub: Oct. 05, 12, 19, 26, 2013 (531, 1075, 624, 1083)
notice-file-number: STATEMENT OF ABANDONMENT OF USE OF FICTITIOUS BUSINESS NAME (531, 796, 700, 811)
notice-body: The following person(s) is (are) doing business as: ROM ACCOUNTING SOLUTIONS & ASSOCIATES, 1128 ALONDRA ST., DOWNEY, CA 90241. Full name of registrant(s) is (are) MARGARITA ORDONO, 1128 ALONDRA ST., DOWNEY, CA 90241. This Business is conducted by: AN INDIVIDUAL. Signed: MARGARITA ORDONO. This statement was filed with the County Clerk of Los Angeles County on 10/02/2013. The registrant(s) has (have) commenced to transact business under the fictitious business name or names listed above on N/A. NOTICE: This Fictitious Name Statement expires five years from the date it was filed in the office of the County Clerk. A new Fictitious Business Name Statement must be filed prior to that date. The filing of this statement does not of itself authorize the use in this state of a Fictitious Business Name in violation of the rights of another under Federal, State, or common law (See section 14411 et seq. Business and Professions Code)Publish: Mountain Views News (181, 889, 350, 1009)
notice-publish-dates: Dates Pub: Oct. 05, 12, 19, 26, 2013 (181, 1009, 273, 1017)
notice-body: The following person(s) is (are) doing business as: EASTERN VISION; VITECH; ZHONGSHENG TECH, 18605 US 503 MARCUS ST. #6, SAN GABRIEL, CA 91776. Full name of registrant(s) is (are) VISION TECHNOLOGY CORPORATION, 1600 SAN MARCOS ST. #6, SAN GABRIEL, CA 91776. This Business is conducted by: A CORPORATION. Signed: YUZHOU LIU. This statement was filed with the County Clerk of Los Angeles County on 09/25/2013. (881, 467, 1050, 524)
legal-notice (532, 378, 700, 477)
notice-title: FICTITIOUS BUSINESS NAME STATEMENT (356, 1230, 480, 1238)
notice-file-number: File No. 2013-205517 (6, 630, 62, 638)
notice-title: FICTITIOUS BUSINESS NAME STATEMENT (181, 301, 305, 309)
notice-title: FICTITIOUS BUSINESS NAME STATEMENT (356, 119, 480, 127)
notice-publish-dates: Dates Pub: Oct. 05, 12, 19, 26, 2013 (6, 757, 98, 765)
legal-notice (532, 699, 700, 784)
notice-file-number: File No. 2013-205935 (6, 1498, 62, 1506)
notice-title: FICTITIOUS BUSINESS NAME STATEMENT (356, 1063, 480, 1071)
legal-notice (882, 537, 1050, 607)
notice-title: FICTITIOUS BUSINESS NAME STATEMENT (181, 1301, 305, 1309)
notice-body: The following person(s) is (are) doing business as: RSM CONSULTING, 700 S. HENDERSON AVE., L.A., CA 90022. Full name of registrant(s) is (are) RAQUEL MARTINEZ, 700 S. HENDERSON AVE., L.A., CA 90022. This Business is conducted by: AN INDIVIDUAL. Signed: RAQUEL MARTINEZ. This statement was filed with the County Clerk of Los Angeles County on 10/02/2013. The registrant(s) has (have) commenced to transact business under the fictitious business name or names listed above on N/A. NOTICE: This Fictitious Name Statement expires five years from the date it was filed in the office of the County Clerk. A new Fictitious Business Name Statement must be filed prior to that date. The filing of this statement does not of itself authorize the use in this state of a Fictitious Business Name in violation of the rights of another under Federal, State, or common law (See section 14411 et seq. Business and Professions Code)Publish: Mountain Views News (181, 1176, 350, 1289)
notice-publish-dates: Dates Pub: Sept. 28, Oct. 05, 12, 19, 2013 (706, 753, 813, 761)
notice-body: The following person(s) is (are) doing business as: ACTION WELLNESS, 10474 ARTESIA BLVD., BELLFLOWER, CA 90706. Full name of registrant(s) is (are) MARIA A. PEREZ. This Business is conducted by: AN INDIVIDUAL. Signed: MARIA A. PEREZ. (531, 1102, 700, 1138)
notice-title: FICTITIOUS BUSINESS NAME STATEMENT (881, 453, 1006, 461)
notice-publish-dates: Dates Pub: Oct. 05, 12, 19, 26, 2013 (6, 610, 98, 618)
notice-body: The following person(s) is (are) doing business as: SUTHA THAI CUISINE, 10241 LAKEWOOD BLVD., DOWNEY, CA 90241. Full name of registrant(s) is (are) RUNGNAPHA NOIKRUT, 10242 STANFORD AVE. #20, GARDEN GROVE, CA 92840. This Business is conducted by: AN INDIVIDUAL. Signed: RUNGNAPHA NOIKRUT. This statement was filed with the County Clerk of Los Angeles County on 09/30/2013. The registrant(s) has (have) commenced to transact business under the fictitious business name or names listed above on N/A. NOTICE: This Fictitious Name Statement expires five years from the date it was filed in the office of the County Clerk. A new Fictitious Business Name Statement must be filed prior to that date. The filing of this statement does not of itself authorize the use in this state of a Fictitious Business Name in violation of the rights of another under Federal, State, or common law (See section 14411 et seq. Business and Professions Code)Publish: Mountain Views News (356, 434, 525, 555)
legal-notice (6, 1491, 174, 1554)
legal-notice (6, 771, 174, 912)
notice-publish-dates: Dates Pub: Oct. 05, 12, 19, 26, 2013 (181, 435, 273, 443)
notice-file-number: File No. 2013-200533 (706, 376, 763, 384)
notice-file-number: File No. 2013-182494 (881, 780, 938, 788)
legal-notice (181, 1399, 349, 1462)
notice-title: FILE NO. 2013-205315 (531, 482, 593, 490)
legal-notice (356, 266, 524, 414)
notice-file-number: File No. 2013-207495 (531, 1033, 588, 1041)
notice-column (882, 64, 1050, 1926)
notice-body: The following person(s) is (are) doing business as: ELISABET MARKET, 2848 PACIFIC BLVD. UNIT B, WALNUT PARK, CA 90255. Full name of registrant(s) is (are) EDUARDO LEON RIOS, 210 W. 62ND ST., L.A., CA 90003. This Business is conducted by: AN INDIVIDUAL. Signed: EDUARDO LEON RIOS. This statement was filed with the County Clerk of Los Angeles County on 09/20/2013. (881, 551, 1050, 601)
